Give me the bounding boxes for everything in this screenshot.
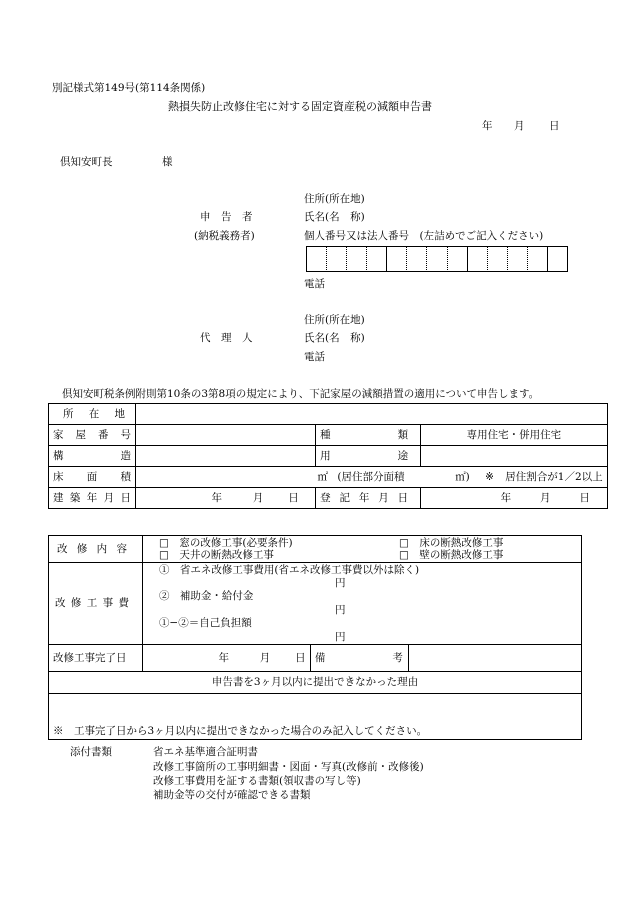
built-date-label: 建築年月日 [49,488,136,509]
kind-label: 種類 [316,425,421,446]
residential-ratio-note: 居住割合が1／2以上 [505,470,603,483]
house-number-label: 家屋番号 [49,425,136,446]
agent-name-label: 氏名(名 称) [304,332,365,344]
opt-ceiling-label: 天井の断熱改修工事 [179,549,274,561]
opt-window[interactable] [159,538,293,549]
id-digit-box[interactable] [406,246,426,272]
attachment-item: 改修工事費用を証する書類(領収書の写し等) [153,775,361,787]
reg-month: 月 [539,491,551,504]
checkbox-icon[interactable]: □ [158,537,169,549]
reason-note: ※ 工事完了日から3ヶ月以内に提出できなかった場合のみ記入してください。 [53,724,428,737]
reason-value[interactable] [49,694,582,740]
opt-ceiling[interactable] [159,550,274,561]
reason-header: 申告書を3ヶ月以内に提出できなかった理由 [49,672,582,694]
date-month-label: 月 [514,120,525,132]
cost-yen-2: 円 [334,604,346,616]
date-year-label: 年 [482,120,493,132]
built-day: 日 [288,491,299,504]
id-digit-box[interactable] [447,246,467,272]
reg-year: 年 [500,491,512,504]
content-label: 改修内容 [49,536,143,563]
attachment-item: 省エネ基準適合証明書 [153,746,258,758]
built-year: 年 [211,491,222,504]
completion-date-value[interactable] [142,645,310,672]
attachment-item: 補助金等の交付が確認できる書類 [153,789,311,801]
attachments-label: 添付書類 [70,746,112,758]
opt-window-label: 窓の改修工事(必要条件) [179,537,293,549]
kind-value[interactable]: 専用住宅・併用住宅 [421,425,608,446]
structure-label: 構造 [49,446,136,467]
opt-wall[interactable] [399,550,503,561]
id-digit-box[interactable] [346,246,366,272]
content-options [142,536,581,563]
id-digit-box[interactable] [547,246,568,272]
reg-day: 日 [579,491,590,504]
id-digit-box[interactable] [426,246,446,272]
built-date-value[interactable] [136,488,316,509]
completion-month: 月 [259,651,271,664]
location-label: 所在地 [49,404,136,425]
checkbox-icon[interactable]: □ [158,549,169,561]
id-number-boxes[interactable] [306,246,568,272]
location-value[interactable] [136,404,608,425]
remarks-label: 備考 [310,645,408,672]
applicant-role: 申 告 者 [200,211,253,223]
id-digit-box[interactable] [487,246,507,272]
cost-detail[interactable] [142,563,581,645]
cost-line-3: ①−②＝自己負担額 [158,617,252,629]
residential-area-label: (居住部分面積 [337,470,405,483]
id-digit-box[interactable] [527,246,547,272]
structure-value[interactable] [136,446,316,467]
renovation-table [48,535,582,740]
statement-text: 倶知安町税条例附則第10条の3第8項の規定により、下記家屋の減額措置の適用について申告します。 [62,388,540,400]
cost-yen-3: 円 [334,631,346,643]
id-digit-box[interactable] [326,246,346,272]
cost-label: 改修工事費 [49,563,143,645]
reg-date-value[interactable] [421,488,608,509]
cost-yen-1: 円 [334,577,346,589]
opt-floor[interactable] [399,538,503,549]
floor-area-label: 床面積 [49,467,136,488]
addressee-name: 倶知安町長 [60,156,113,168]
floor-area-unit: ㎡ [317,470,328,483]
completion-label: 改修工事完了日 [49,645,143,672]
cost-line-2: ② 補助金・給付金 [158,590,254,602]
form-number: 別記様式第149号(第114条関係) [52,82,206,94]
remarks-value[interactable] [408,645,581,672]
completion-year: 年 [218,651,229,664]
applicant-phone-label: 電話 [304,278,325,290]
cost-line-1: ① 省エネ改修工事費用(省エネ改修工事費以外は除く) [158,564,420,576]
completion-day: 日 [295,651,306,664]
note-mark: ※ [485,470,494,483]
house-number-value[interactable] [136,425,316,446]
floor-area-value[interactable] [136,467,608,488]
built-month: 月 [252,491,264,504]
reg-date-label: 登記年月日 [316,488,421,509]
checkbox-icon[interactable]: □ [398,537,409,549]
opt-wall-label: 壁の断熱改修工事 [419,549,504,561]
addressee-honorific: 様 [162,156,173,168]
opt-floor-label: 床の断熱改修工事 [419,537,504,549]
residential-area-unit: ㎡) [455,470,470,483]
applicant-role-sub: (納税義務者) [194,230,255,242]
id-digit-box[interactable] [507,246,527,272]
page-title: 熱損失防止改修住宅に対する固定資産税の減額申告書 [168,100,432,113]
agent-address-label: 住所(所在地) [304,314,365,326]
id-digit-box[interactable] [386,246,406,272]
date-day-label: 日 [549,120,560,132]
agent-phone-label: 電話 [304,351,325,363]
id-digit-box[interactable] [467,246,487,272]
applicant-address-label: 住所(所在地) [304,193,365,205]
applicant-name-label: 氏名(名 称) [304,211,365,223]
id-digit-box[interactable] [306,246,326,272]
checkbox-icon[interactable]: □ [398,549,409,561]
attachment-item: 改修工事箇所の工事明細書・図面・写真(改修前・改修後) [153,761,424,773]
agent-role: 代 理 人 [200,332,253,344]
id-digit-box[interactable] [366,246,386,272]
use-label: 用途 [316,446,421,467]
use-value[interactable] [421,446,608,467]
applicant-id-label: 個人番号又は法人番号 (左詰めでご記入ください) [304,230,544,242]
property-table [48,403,608,509]
